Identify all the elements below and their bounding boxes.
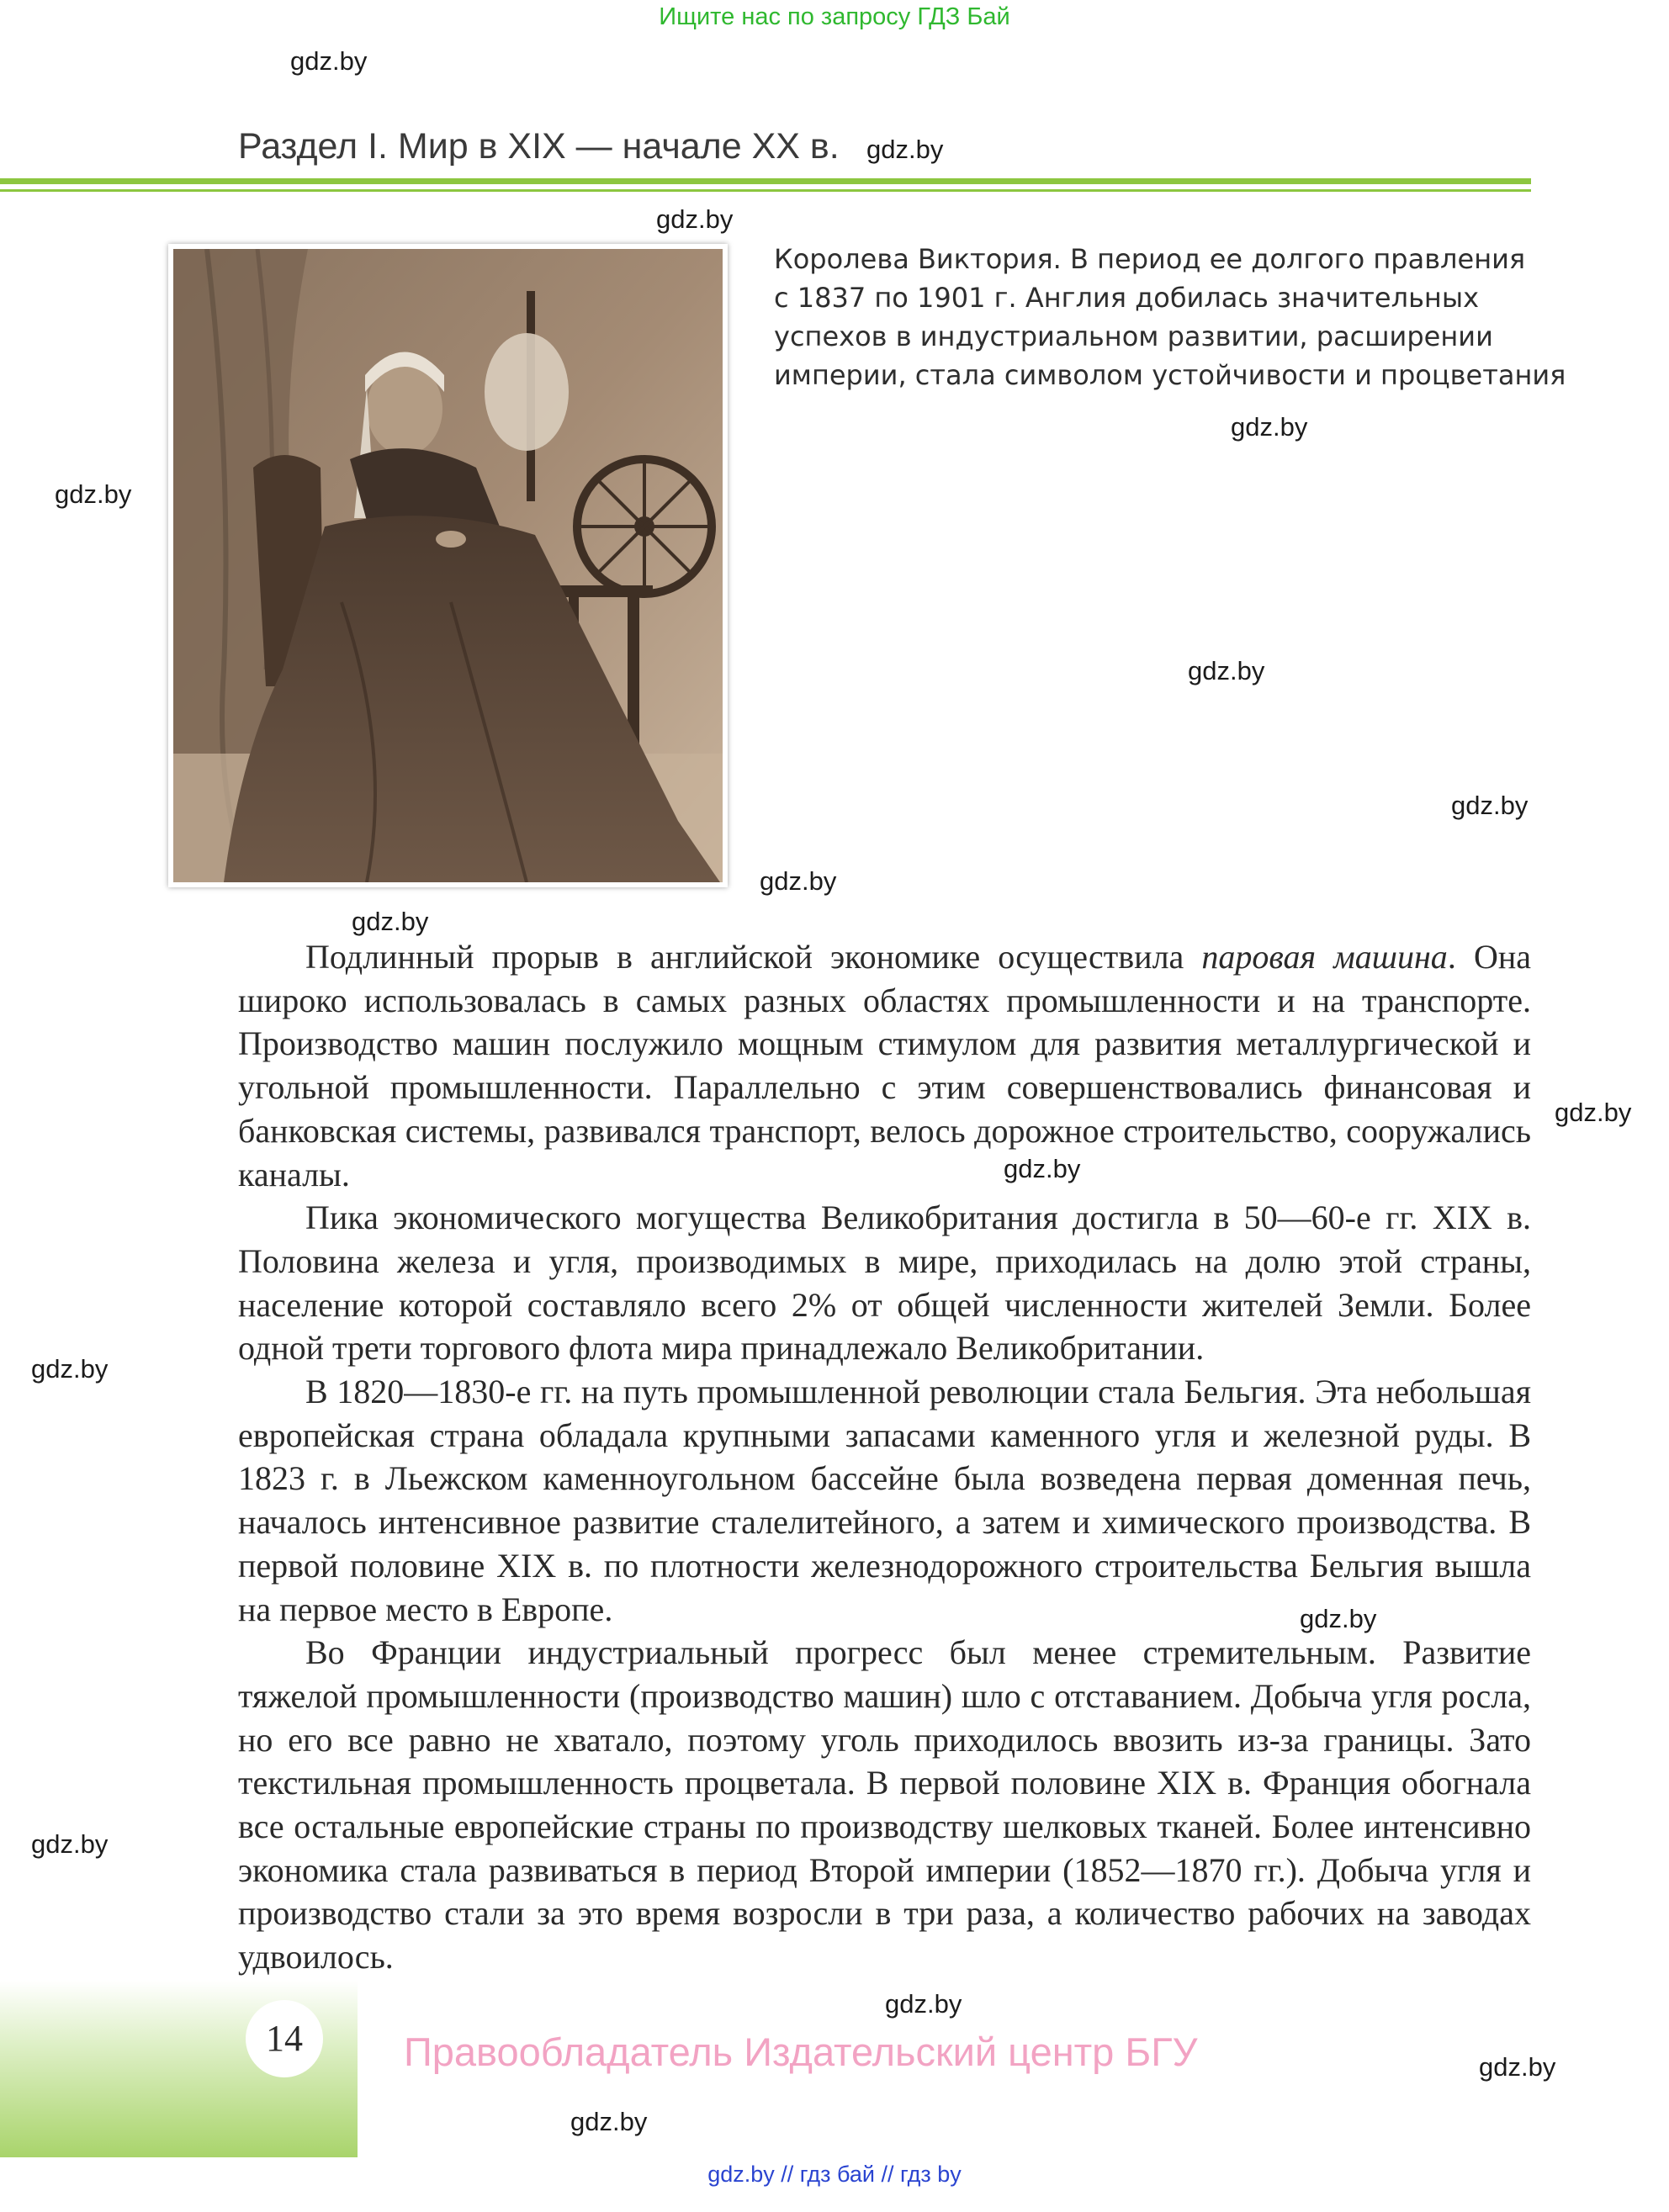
paragraph [238, 1631, 1531, 1979]
caption-line: империи, стала символом устойчивости и процветания [774, 359, 1566, 391]
caption-line: с 1837 по 1901 г. Англия добилась значительных [774, 282, 1480, 314]
header-rule-thin [0, 189, 1531, 192]
photo-illustration [173, 249, 723, 882]
bottom-links[interactable]: gdz.by // гдз бай // гдз by [707, 2162, 962, 2187]
paragraph-text: Во Франции индустриальный прогресс был менее стремительным. Развитие тяжелой промышленности (производство машин) шло с отставанием. Добыча угля росла, но его все равно не хватало, поэтому уголь приходилось ввозить из-за границы. Зато текстильная промышленность процветала. В первой половине XIX в. Франция обогнала все остальные европейские страны по производству шелковых тканей. Более интенсивно экономика стала развиваться в период Второй империи (1852—1870 гг.). Добыча угля и производство стали за это время возросли в три раза, а количество рабочих на заводах удвоилось. [238, 1633, 1531, 1977]
watermark: gdz.by [656, 204, 734, 234]
paragraph [238, 1370, 1531, 1631]
main-text [238, 935, 1531, 1979]
watermark: gdz.by [1555, 1098, 1632, 1127]
watermark: gdz.by [31, 1829, 109, 1859]
watermark: gdz.by [290, 46, 368, 76]
watermark: gdz.by [55, 479, 132, 509]
page-number: 14 [246, 2000, 323, 2077]
watermark: gdz.by [1188, 656, 1265, 685]
paragraph-text: . Она широко использовалась в самых разных областях промышленности и на транспорте. Производство машин послужило мощным стимулом для развития металлургической и угольной промышленности. Параллельно с этим совершенствовались финансовая и банковская системы, развивался транспорт, велось дорожное строительство, сооружались каналы. [238, 938, 1531, 1193]
watermark: gdz.by [570, 2107, 648, 2136]
section-title: Раздел I. Мир в XIX — начале XX в. [238, 126, 840, 167]
photo-caption [774, 240, 1566, 394]
paragraph [238, 1196, 1531, 1370]
watermark: gdz.by [1231, 412, 1308, 442]
watermark: gdz.by [885, 1989, 962, 2019]
caption-line: успехов в индустриальном развитии, расширении [774, 320, 1493, 352]
watermark: gdz.by [866, 135, 944, 164]
search-banner[interactable]: Ищите нас по запросу ГДЗ Бай [659, 3, 1010, 30]
paragraph-text: Пика экономического могущества Великобритания достигла в 50—60-е гг. XIX в. Половина железа и угля, производимых в мире, приходилась на долю этой страны, население которой составляло всего 2% от общей численности жителей Земли. Более одной трети торгового флота мира принадлежало Великобритании. [238, 1199, 1531, 1368]
rights-holder: Правообладатель Издательский центр БГУ [404, 2029, 1198, 2074]
caption-line: Королева Виктория. В период ее долгого правления [774, 243, 1526, 275]
paragraph-text: Подлинный прорыв в английской экономике осуществила [305, 938, 1202, 976]
paragraph [238, 935, 1531, 1196]
watermark: gdz.by [1300, 1604, 1377, 1633]
paragraph-text: В 1820—1830-е гг. на путь промышленной революции стала Бельгия. Эта небольшая европейская страна обладала крупными запасами каменного угля и железной руды. В 1823 г. в Льежском каменноугольном бассейне была возведена первая доменная печь, началось интенсивное развитие сталелитейного, а затем и химического производства. В первой половине XIX в. по плотности железнодорожного строительства Бельгия вышла на первое место в Европе. [238, 1373, 1531, 1628]
watermark: gdz.by [1479, 2052, 1556, 2082]
watermark: gdz.by [1451, 791, 1529, 820]
watermark: gdz.by [760, 866, 837, 896]
watermark: gdz.by [31, 1354, 109, 1384]
queen-victoria-photo [168, 244, 728, 887]
watermark: gdz.by [352, 907, 429, 936]
watermark: gdz.by [1004, 1154, 1081, 1183]
header-rule [0, 178, 1531, 184]
emphasized-term: паровая машина [1201, 938, 1448, 976]
